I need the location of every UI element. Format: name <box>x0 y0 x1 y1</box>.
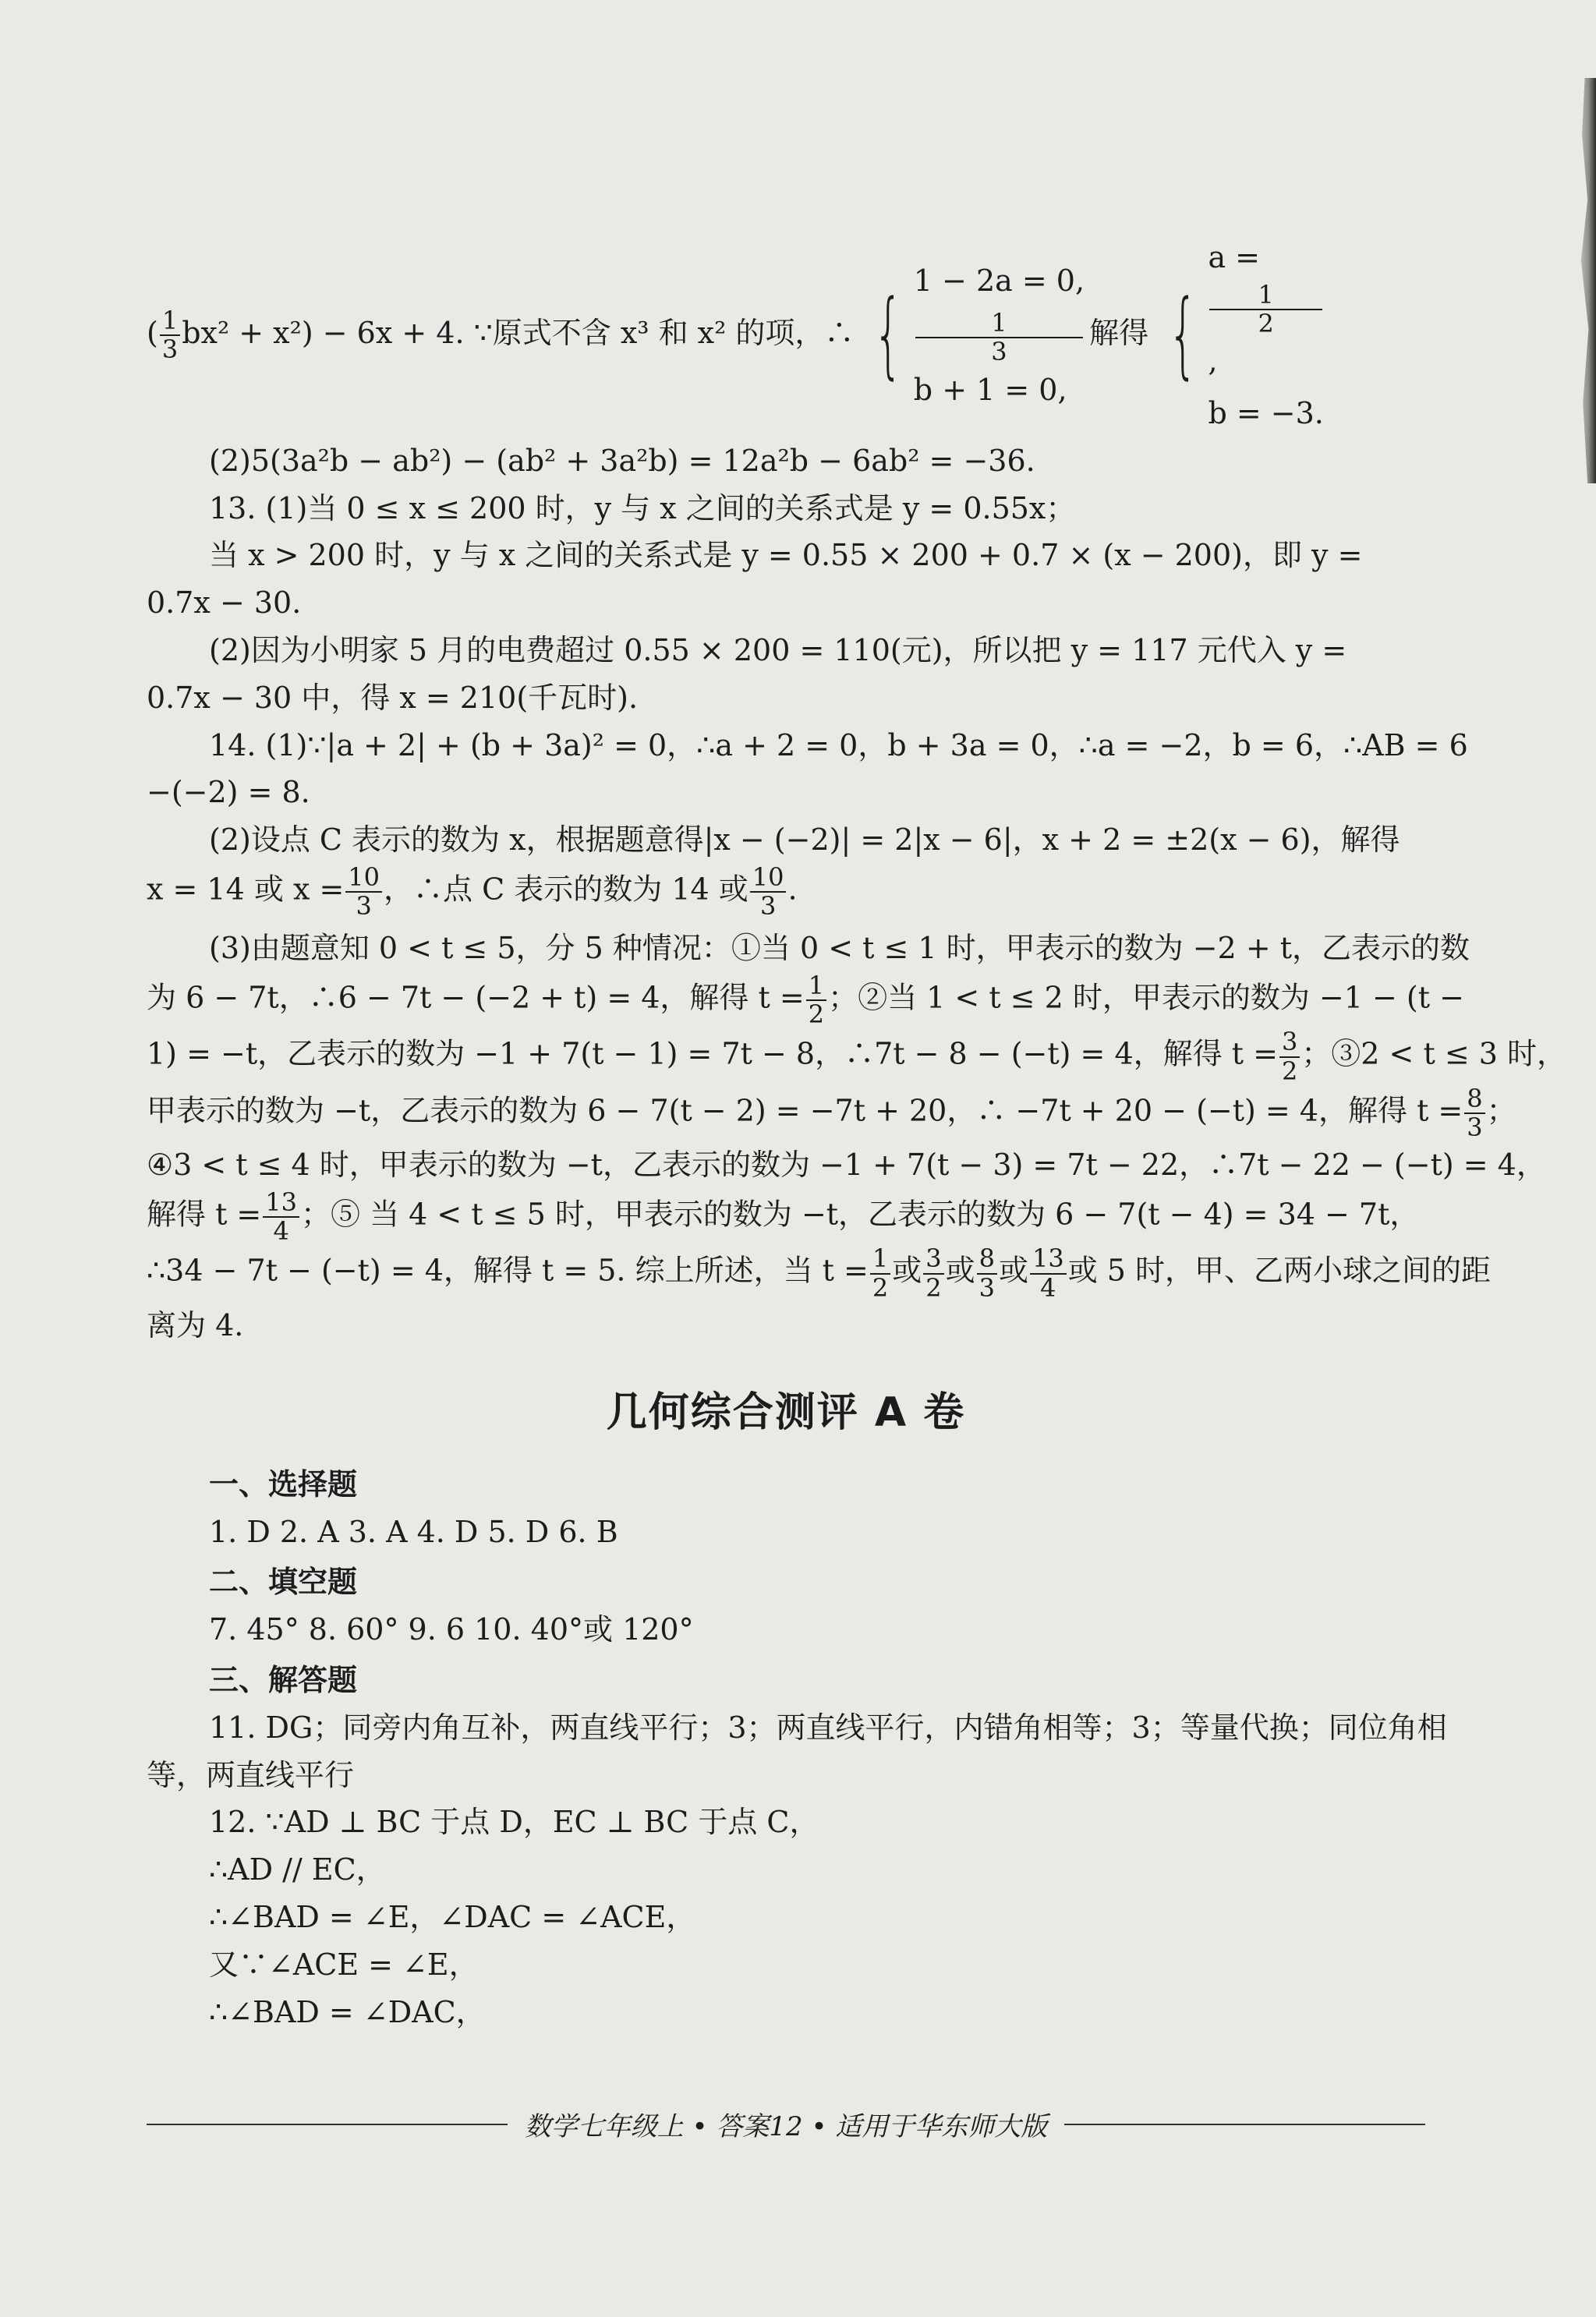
q13-line2: 当 x > 200 时，y 与 x 之间的关系式是 y = 0.55 × 200 + 0.7 × (x − 200)，即 y = <box>209 538 1363 573</box>
q14-line7: 1) = −t，乙表示的数为 −1 + 7(t − 1) = 7t − 8，∴7t − 8 − (−t) = 4，解得 t = $\frac{3}{2}$ ；③2 < t ≤ 3 时， <box>147 1027 1566 1086</box>
q13-line3: 0.7x − 30. <box>147 585 302 621</box>
choice-heading: 一、选择题 <box>209 1466 358 1502</box>
choice-answers: 1. D 2. A 3. A 4. D 5. D 6. B <box>209 1514 618 1549</box>
equation-system-2: { a = 1 2 , b = −3. <box>1168 240 1324 430</box>
page-footer <box>147 2105 1425 2143</box>
q12-part2: (2)5(3a²b − ab²) − (ab² + 3a²b) = 12a²b − 6ab² = −36. <box>209 443 1035 478</box>
q14-line11: ∴34 − 7t − (−t) = 4，解得 t = 5. 综上所述，当 t = $\frac{1}{2}$ 或 $\frac{3}{2}$ 或 $\frac{8}{3}$ 或 $\frac{13}{4}$ 或 5 时，甲、乙两小球之间的距 <box>147 1243 1492 1303</box>
footer-rule-right <box>1064 2124 1425 2125</box>
q12-line4: 又∵∠ACE = ∠E， <box>209 1947 479 1982</box>
q12-line2: ∴AD // EC， <box>209 1852 386 1887</box>
q14-line6: 为 6 − 7t，∴6 − 7t − (−2 + t) = 4，解得 t = $\frac{1}{2}$ ；②当 1 < t ≤ 2 时，甲表示的数为 −1 − (t − <box>147 971 1464 1030</box>
q14-line8: 甲表示的数为 −t，乙表示的数为 6 − 7(t − 2) = −7t + 20，∴ −7t + 20 − (−t) = 4，解得 t = $\frac{8}{3}$ ； <box>147 1083 1516 1143</box>
q13-line4: (2)因为小明家 5 月的电费超过 0.55 × 200 = 110(元)，所以把 y = 117 元代入 y = <box>209 632 1347 667</box>
q14-line12: 离为 4. <box>147 1307 244 1342</box>
q14-line1: 14. (1)∵|a + 2| + (b + 3a)² = 0，∴a + 2 = 0，b + 3a = 0，∴a = −2，b = 6，∴AB = 6 <box>209 727 1468 762</box>
q14-line4: x = 14 或 x = $\frac{10}{3}$ ，∴点 C 表示的数为 14 或 $\frac{10}{3}$ . <box>147 861 798 921</box>
q13-line1: 13. (1)当 0 ≤ x ≤ 200 时，y 与 x 之间的关系式是 y = 0.55x； <box>209 490 1076 525</box>
q14-line3: (2)设点 C 表示的数为 x，根据题意得|x − (−2)| = 2|x − 6|，x + 2 = ±2(x − 6)，解得 <box>209 822 1400 858</box>
q12-line3: ∴∠BAD = ∠E，∠DAC = ∠ACE， <box>209 1899 696 1934</box>
q14-line2: −(−2) = 8. <box>147 775 310 810</box>
q12-line1: 12. ∵AD ⊥ BC 于点 D，EC ⊥ BC 于点 C， <box>209 1805 819 1840</box>
equation-system-1: { 1 − 2a = 0, 1 3 b + 1 = 0, <box>873 264 1085 407</box>
q14-line9: ④3 < t ≤ 4 时，甲表示的数为 −t，乙表示的数为 −1 + 7(t − 3) = 7t − 22，∴7t − 22 − (−t) = 4， <box>147 1148 1546 1183</box>
q14-line5: (3)由题意知 0 < t ≤ 5，分 5 种情况：①当 0 < t ≤ 1 时，甲表示的数为 −2 + t，乙表示的数 <box>209 931 1470 966</box>
q11-line1: 11. DG；同旁内角互补，两直线平行；3；两直线平行，内错角相等；3；等量代换；同位角相 <box>209 1710 1447 1745</box>
q12-continued-line: ( $\frac{1}{3}$ bx² + x²) − 6x + 4. ∵原式不含 x³ 和 x² 的项，∴ { 1 − 2a = 0, 1 3 b + 1 = 0, 解得 { a = 1 2 , b = −3. <box>147 234 1425 437</box>
footer-text: 数学七年级上 • 答案12 • 适用于华东师大版 <box>524 2111 1048 2142</box>
q14-line10: 解得 t = $\frac{13}{4}$ ；⑤ 当 4 < t ≤ 5 时，甲表示的数为 −t，乙表示的数为 6 − 7(t − 4) = 34 − 7t， <box>147 1187 1420 1247</box>
torn-edge <box>1577 78 1596 483</box>
q13-line5: 0.7x − 30 中，得 x = 210(千瓦时). <box>147 680 639 715</box>
section-title: 几何综合测评 A 卷 <box>606 1388 966 1436</box>
q11-line2: 等，两直线平行 <box>147 1757 355 1792</box>
q12-line5: ∴∠BAD = ∠DAC， <box>209 1994 486 2029</box>
fill-heading: 二、填空题 <box>209 1565 358 1600</box>
solve-heading: 三、解答题 <box>209 1662 358 1697</box>
fraction-one-third: $\frac{1}{3}$ <box>160 307 180 363</box>
footer-rule-left <box>147 2124 508 2125</box>
page-content <box>147 234 1566 2036</box>
fill-answers: 7. 45° 8. 60° 9. 6 10. 40°或 120° <box>209 1612 694 1647</box>
